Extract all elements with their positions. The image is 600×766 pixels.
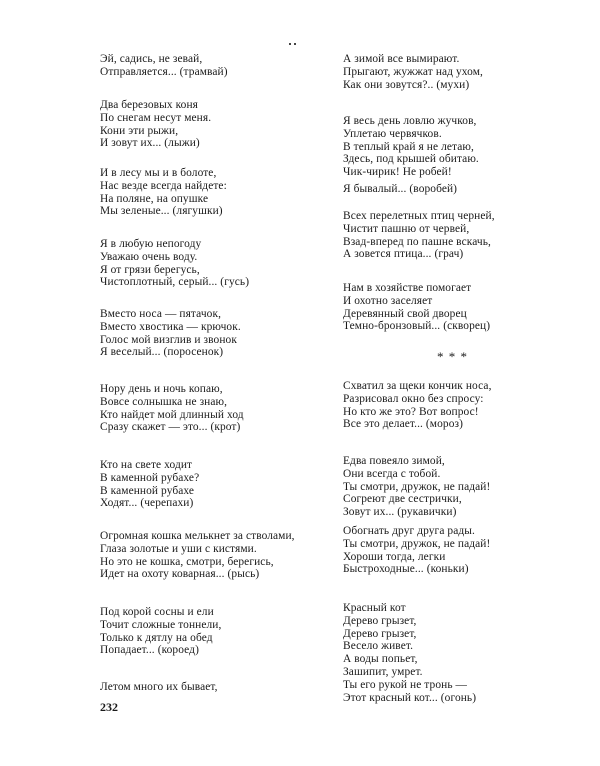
text-line: Разрисовал окно без спросу:: [343, 392, 484, 405]
text-line: Этот красный кот... (огонь): [343, 691, 477, 704]
text-line: Я весь день ловлю жучков,: [343, 115, 477, 127]
text-line: Красный кот: [343, 602, 406, 614]
text-line: Ты смотри, дружок, не падай!: [343, 537, 491, 550]
print-mark: [294, 43, 296, 45]
text-line: Глаза золотые и уши с кистями.: [100, 542, 257, 555]
riddle-frogs: [100, 167, 227, 218]
text-line: Вместо хвостика — крючок.: [100, 320, 241, 333]
section-separator: * * *: [437, 349, 468, 364]
text-line: Я бывалый... (воробей): [343, 183, 458, 195]
text-line: Дерево грызет,: [343, 627, 417, 640]
riddle-skates: [343, 525, 490, 576]
text-line: Я веселый... (поросенок): [100, 346, 224, 359]
text-line: Вовсе солнышка не знаю,: [100, 395, 228, 408]
text-line: Обогнать друг друга рады.: [343, 525, 475, 537]
text-line: Едва повеяло зимой,: [343, 455, 445, 467]
text-line: Как они зовутся?.. (мухи): [343, 78, 470, 91]
text-line: Зашипит, умрет.: [343, 665, 423, 678]
text-line: Темно-бронзовый... (скворец): [343, 320, 491, 333]
text-line: На поляне, на опушке: [100, 192, 209, 205]
text-line: В каменной рубахе: [100, 484, 195, 497]
text-line: Всех перелетных птиц черней,: [343, 210, 495, 222]
text-line: По снегам несут меня.: [100, 111, 212, 124]
text-line: Нам в хозяйстве помогает: [343, 282, 472, 294]
riddle-frost: [343, 380, 492, 431]
text-line: Под корой сосны и ели: [100, 606, 214, 618]
riddle-skis: [100, 99, 211, 150]
riddle-piglet: [100, 308, 241, 359]
text-line: Нас везде всегда найдете:: [100, 179, 227, 192]
riddle-rook: [343, 210, 495, 261]
text-line: Я от грязи берегусь,: [100, 263, 200, 276]
text-line: Попадает... (короед): [100, 644, 199, 657]
text-line: И зовут их... (лыжи): [100, 137, 200, 150]
riddle-turtles: [100, 459, 199, 510]
text-line: Уважаю очень воду.: [100, 250, 198, 263]
text-line: А зовется птица... (грач): [343, 248, 464, 261]
text-line: Они всегда с тобой.: [343, 467, 441, 480]
text-line: В каменной рубахе?: [100, 471, 200, 484]
text-line: Я в любую непогоду: [100, 238, 202, 250]
riddle-flies-end: [343, 53, 483, 91]
print-mark: [289, 43, 291, 45]
text-line: Мы зеленые... (лягушки): [100, 205, 223, 218]
text-line: Чистит пашню от червей,: [343, 222, 470, 235]
text-line: Кони эти рыжи,: [100, 124, 179, 137]
text-line: В теплый край я не летаю,: [343, 140, 474, 153]
text-line: Вместо носа — пятачок,: [100, 308, 222, 320]
text-line: Идет на охоту коварная... (рысь): [100, 568, 260, 581]
text-line: Эй, садись, не зевай,: [100, 53, 203, 65]
text-line: Точит сложные тоннели,: [100, 618, 222, 631]
page-number: 232: [100, 700, 118, 714]
text-line: Голос мой визглив и звонок: [100, 333, 237, 346]
riddle-starling: [343, 282, 490, 333]
text-line: Взад-вперед по пашне вскачь,: [343, 235, 491, 248]
text-line: Зовут их... (рукавички): [343, 506, 457, 519]
riddle-sparrow-answer: [343, 183, 457, 196]
text-line: Ты его рукой не тронь —: [343, 678, 468, 691]
riddle-lynx: [100, 530, 295, 581]
text-line: Дерево грызет,: [343, 614, 417, 627]
text-line: Огромная кошка мелькнет за стволами,: [100, 530, 295, 542]
text-line: Согреют две сестрички,: [343, 493, 462, 506]
riddle-fire: [343, 602, 476, 704]
text-line: А воды попьет,: [343, 653, 418, 666]
text-line: Но это не кошка, смотри, берегись,: [100, 555, 274, 568]
text-line: Ходят... (черепахи): [100, 497, 194, 510]
text-line: Деревянный свой дворец: [343, 307, 467, 320]
text-line: Схватил за щеки кончик носа,: [343, 380, 492, 392]
riddle-mittens: [343, 455, 490, 519]
text-line: И в лесу мы и в болоте,: [100, 167, 217, 179]
text-line: А зимой все вымирают.: [343, 53, 460, 65]
riddle-mole: [100, 383, 244, 434]
text-line: Здесь, под крышей обитаю.: [343, 153, 479, 166]
text-line: Только к дятлу на обед: [100, 631, 213, 644]
text-line: Нору день и ночь копаю,: [100, 383, 223, 395]
text-line: Все это делает... (мороз): [343, 418, 463, 431]
riddle-tram: [100, 53, 228, 79]
text-line: Кто на свете ходит: [100, 459, 193, 471]
riddle-flies-start: [100, 681, 218, 694]
riddle-goose: [100, 238, 249, 289]
text-line: Весело живет.: [343, 640, 414, 653]
riddle-bark-beetle: [100, 606, 221, 657]
text-line: Чистоплотный, серый... (гусь): [100, 276, 250, 289]
text-line: Отправляется... (трамвай): [100, 65, 228, 78]
riddle-sparrow: [343, 115, 479, 179]
text-line: Летом много их бывает,: [100, 681, 218, 693]
text-line: И охотно заселяет: [343, 294, 433, 307]
text-line: Кто найдет мой длинный ход: [100, 408, 244, 421]
text-line: Хороши тогда, легки: [343, 550, 446, 563]
text-line: Ты смотри, дружок, не падай!: [343, 480, 491, 493]
text-line: Уплетаю червячков.: [343, 127, 442, 140]
text-line: Чик-чирик! Не робей!: [343, 166, 452, 179]
text-line: Быстроходные... (коньки): [343, 563, 469, 576]
text-line: Два березовых коня: [100, 99, 198, 111]
text-line: Сразу скажет — это... (крот): [100, 421, 241, 434]
text-line: Прыгают, жужжат над ухом,: [343, 65, 484, 78]
text-line: Но кто же это? Вот вопрос!: [343, 405, 479, 418]
